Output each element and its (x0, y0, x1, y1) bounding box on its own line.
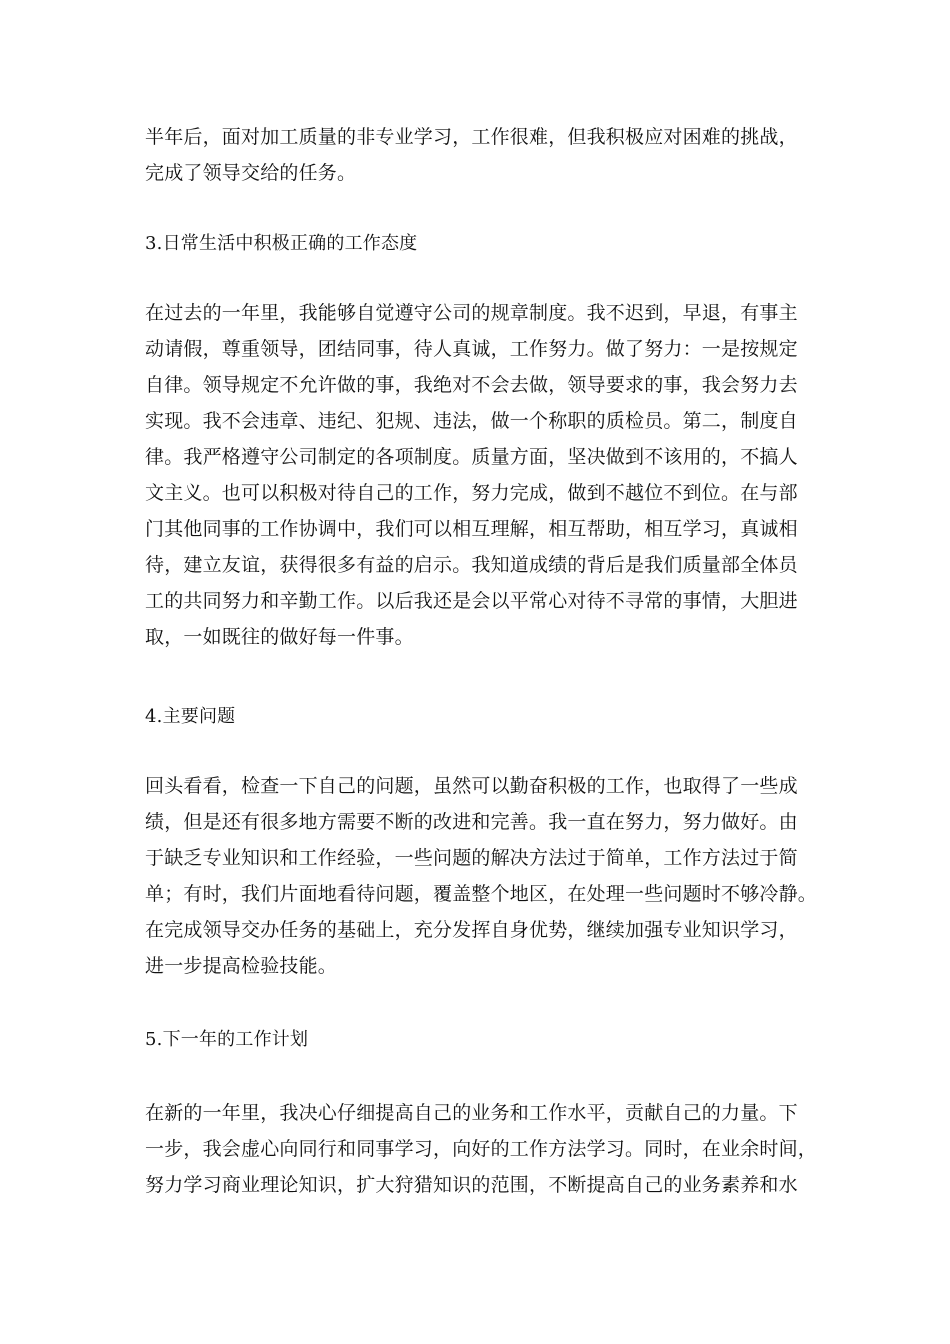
paragraph-line: 工的共同努力和辛勤工作。以后我还是会以平常心对待不寻常的事情，大胆进 (145, 590, 798, 612)
paragraph-line: 取，一如既往的做好每一件事。 (145, 626, 414, 648)
section-heading-3: 3.日常生活中积极正确的工作态度 (145, 233, 418, 254)
paragraph-line: 努力学习商业理论知识，扩大狩猎知识的范围，不断提高自己的业务素养和水 (145, 1174, 798, 1196)
paragraph-line: 文主义。也可以积极对待自己的工作，努力完成，做到不越位不到位。在与部 (145, 482, 798, 504)
paragraph-line: 自律。领导规定不允许做的事，我绝对不会去做，领导要求的事，我会努力去 (145, 374, 798, 396)
paragraph-line: 在过去的一年里，我能够自觉遵守公司的规章制度。我不迟到，早退，有事主 (145, 302, 798, 324)
section-heading-5: 5.下一年的工作计划 (145, 1029, 309, 1050)
section-heading-4: 4.主要问题 (145, 706, 236, 727)
paragraph-line: 一步，我会虚心向同行和同事学习，向好的工作方法学习。同时，在业余时间， (145, 1138, 818, 1160)
paragraph-line: 单；有时，我们片面地看待问题，覆盖整个地区，在处理一些问题时不够冷静。 (145, 883, 818, 905)
paragraph-line: 在完成领导交办任务的基础上，充分发挥自身优势，继续加强专业知识学习， (145, 919, 798, 941)
paragraph-line: 门其他同事的工作协调中，我们可以相互理解，相互帮助，相互学习，真诚相 (145, 518, 798, 540)
paragraph-line: 在新的一年里，我决心仔细提高自己的业务和工作水平，贡献自己的力量。下 (145, 1102, 798, 1124)
paragraph-line: 于缺乏专业知识和工作经验，一些问题的解决方法过于简单，工作方法过于简 (145, 847, 798, 869)
paragraph-line: 律。我严格遵守公司制定的各项制度。质量方面，坚决做到不该用的，不搞人 (145, 446, 798, 468)
paragraph-line: 完成了领导交给的任务。 (145, 162, 357, 184)
paragraph-line: 半年后，面对加工质量的非专业学习，工作很难，但我积极应对困难的挑战， (145, 126, 798, 148)
paragraph-line: 进一步提高检验技能。 (145, 955, 338, 977)
paragraph-line: 待，建立友谊，获得很多有益的启示。我知道成绩的背后是我们质量部全体员 (145, 554, 798, 576)
paragraph-line: 实现。我不会违章、违纪、犯规、违法，做一个称职的质检员。第二，制度自 (145, 410, 798, 432)
paragraph-line: 绩，但是还有很多地方需要不断的改进和完善。我一直在努力，努力做好。由 (145, 811, 798, 833)
paragraph-line: 动请假，尊重领导，团结同事，待人真诚，工作努力。做了努力：一是按规定 (145, 338, 798, 360)
paragraph-line: 回头看看，检查一下自己的问题，虽然可以勤奋积极的工作，也取得了一些成 (145, 775, 798, 797)
